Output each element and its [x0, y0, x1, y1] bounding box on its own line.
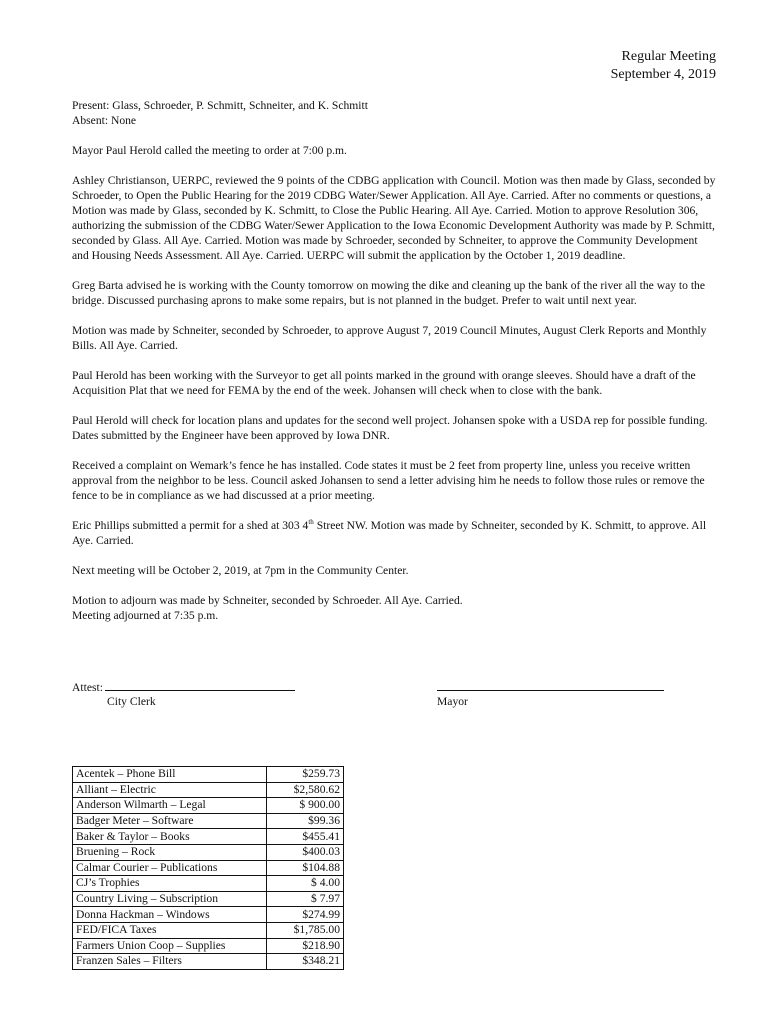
table-row: [73, 844, 344, 860]
bill-amount: $2,580.62: [267, 782, 344, 798]
bills-table-body: [73, 767, 344, 970]
permit-text-a: Eric Phillips submitted a permit for a shed at 303 4: [72, 519, 309, 532]
adjourn-block: [72, 593, 717, 623]
bill-vendor: Calmar Courier – Publications: [73, 860, 267, 876]
minutes-approval-paragraph: Motion was made by Schneiter, seconded by Schroeder, to approve August 7, 2019 Council Minutes, August Clerk Reports and Monthly Bills. All Aye. Carried.: [72, 324, 707, 352]
bill-amount: $218.90: [267, 938, 344, 954]
bill-amount: $259.73: [267, 767, 344, 783]
bill-vendor: Acentek – Phone Bill: [73, 767, 267, 783]
bill-vendor: CJ’s Trophies: [73, 876, 267, 892]
signature-block: [72, 679, 717, 713]
adjourn-motion: Motion to adjourn was made by Schneiter, seconded by Schroeder. All Aye. Carried.: [72, 594, 463, 607]
table-row: [73, 954, 344, 970]
bill-amount: $99.36: [267, 813, 344, 829]
permit-superscript: th: [308, 518, 314, 527]
next-meeting-paragraph: Next meeting will be October 2, 2019, at 7pm in the Community Center.: [72, 564, 409, 577]
table-row: [73, 891, 344, 907]
bill-amount: $400.03: [267, 844, 344, 860]
city-clerk-label: City Clerk: [107, 695, 156, 708]
clerk-signature-line: [105, 679, 295, 691]
bill-amount: $274.99: [267, 907, 344, 923]
table-row: [73, 767, 344, 783]
table-row: [73, 798, 344, 814]
bill-vendor: FED/FICA Taxes: [73, 922, 267, 938]
surveyor-paragraph: Paul Herold has been working with the Surveyor to get all points marked in the ground with orange sleeves. Should have a draft of the Acquisition Plat that we need for FEMA by the end of the week. Johansen will check when to close with the bank.: [72, 369, 696, 397]
permit-text-b: Street NW. Motion was made by Schneiter, seconded by K. Schmitt, to approve. All Aye. Carried.: [72, 519, 707, 547]
table-row: [73, 829, 344, 845]
bill-vendor: Badger Meter – Software: [73, 813, 267, 829]
absent-line: Absent: None: [72, 114, 137, 127]
bill-vendor: Donna Hackman – Windows: [73, 907, 267, 923]
fence-paragraph: Received a complaint on Wemark’s fence he has installed. Code states it must be 2 feet from property line, unless you receive written approval from the neighbor to be less. Council asked Johansen to send a letter advising him he needs to follow those rules or remove the fence to be in compliance as we had discussed at a prior meeting.: [72, 459, 705, 502]
attest-line: [72, 679, 295, 695]
meeting-header: [611, 48, 716, 84]
attest-label: Attest:: [72, 681, 103, 694]
table-row: [73, 922, 344, 938]
attendance: [72, 98, 717, 128]
bills-table: [72, 766, 344, 970]
minutes-body: [72, 98, 717, 623]
bill-amount: $ 4.00: [267, 876, 344, 892]
bill-vendor: Anderson Wilmarth – Legal: [73, 798, 267, 814]
bill-amount: $455.41: [267, 829, 344, 845]
bill-vendor: Farmers Union Coop – Supplies: [73, 938, 267, 954]
permit-paragraph: [72, 518, 717, 548]
table-row: [73, 938, 344, 954]
bill-vendor: Alliant – Electric: [73, 782, 267, 798]
mayor-signature-line: [437, 690, 664, 691]
table-row: [73, 782, 344, 798]
adjourned-time: Meeting adjourned at 7:35 p.m.: [72, 609, 219, 622]
present-line: Present: Glass, Schroeder, P. Schmitt, Schneiter, and K. Schmitt: [72, 99, 368, 112]
bill-amount: $ 7.97: [267, 891, 344, 907]
meeting-title: Regular Meeting: [621, 49, 716, 64]
greg-barta-paragraph: Greg Barta advised he is working with the County tomorrow on mowing the dike and cleaning up the bank of the river all the way to the bridge. Discussed purchasing aprons to make some repairs, but is not planned in the budget. Prefer to wait until next year.: [72, 279, 705, 307]
bill-amount: $ 900.00: [267, 798, 344, 814]
bill-vendor: Country Living – Subscription: [73, 891, 267, 907]
table-row: [73, 876, 344, 892]
bill-vendor: Baker & Taylor – Books: [73, 829, 267, 845]
bill-amount: $1,785.00: [267, 922, 344, 938]
table-row: [73, 813, 344, 829]
well-paragraph: Paul Herold will check for location plans and updates for the second well project. Johansen spoke with a USDA rep for possible funding. Dates submitted by the Engineer have been approved by Iowa DNR.: [72, 414, 708, 442]
cdbg-paragraph: Ashley Christianson, UERPC, reviewed the 9 points of the CDBG application with Council. Motion was then made by Glass, seconded by Schroeder, to Open the Public Hearing for the 2019 CDBG Water/Sewer Application. All Aye. Carried. After no comments or questions, a Motion was made by Glass, seconded by K. Schmitt, to Close the Public Hearing. All Aye. Carried. Motion to approve Resolution 306, authorizing the submission of the CDBG Water/Sewer Application to the Iowa Economic Development Authority was made by P. Schmitt, seconded by Glass. All Aye. Carried. Motion was made by Schroeder, seconded by Schneiter, to approve the Community Development and Housing Needs Assessment. All Aye. Carried. UERPC will submit the application by the October 1, 2019 deadline.: [72, 174, 716, 262]
table-row: [73, 907, 344, 923]
bill-vendor: Franzen Sales – Filters: [73, 954, 267, 970]
mayor-label: Mayor: [437, 695, 468, 708]
call-to-order: Mayor Paul Herold called the meeting to order at 7:00 p.m.: [72, 144, 347, 157]
bill-amount: $104.88: [267, 860, 344, 876]
bill-vendor: Bruening – Rock: [73, 844, 267, 860]
table-row: [73, 860, 344, 876]
bill-amount: $348.21: [267, 954, 344, 970]
meeting-date: September 4, 2019: [610, 67, 716, 82]
